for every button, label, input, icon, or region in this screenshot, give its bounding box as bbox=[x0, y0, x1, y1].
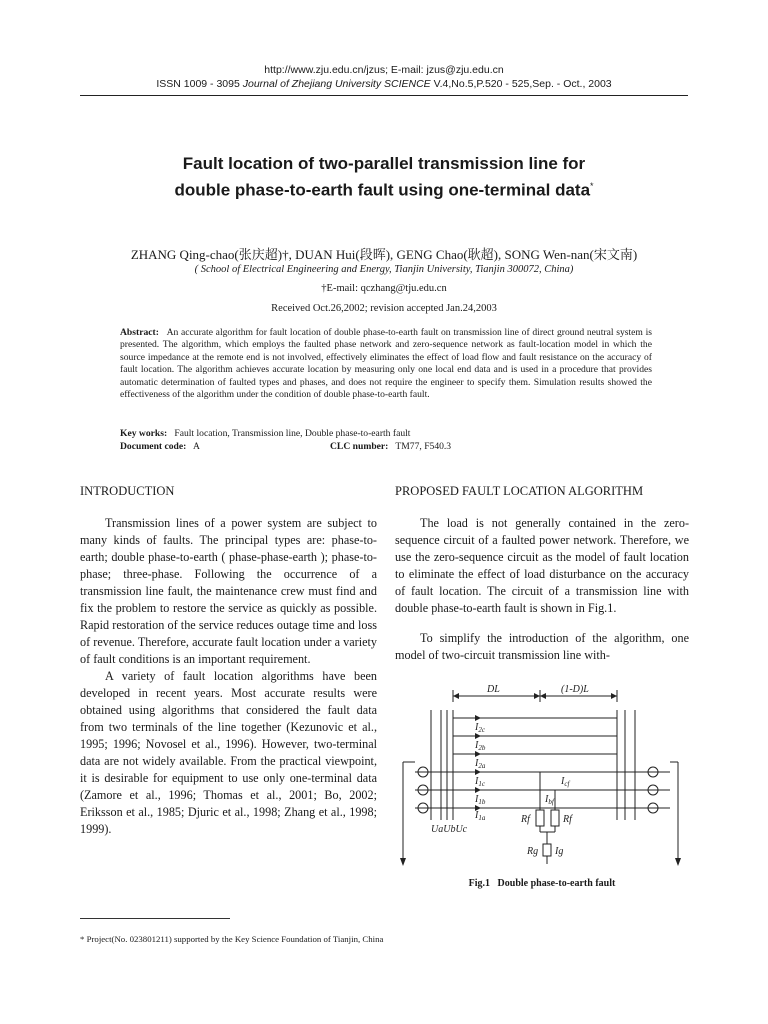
label-i2a: $I_{2a}$ bbox=[475, 758, 486, 770]
paper-title-line-2 bbox=[80, 175, 688, 202]
algorithm-paragraph-2: To simplify the introduction of the algorithm, one model of two-circuit transmission line with- bbox=[395, 631, 689, 662]
label-icf: $I_{cf}$ bbox=[561, 776, 570, 788]
journal-name: Journal of Zhejiang University SCIENCE bbox=[242, 78, 431, 90]
abstract-text: An accurate algorithm for fault location of double phase-to-earth fault on transmission line of direct ground neutral system is presented. The algorithm, which employs the faulted phase network and zero-sequence network as fault-location model in which the source impedance at the remote end is not involved, effectively eliminates the effect of load flow and fault resistance on the accuracy of fault location. The algorithm achieves accurate location by measuring only one local end data and is used in a procedure that provides automatic determination of faulted types and phases, and does not require the engineer to specify them. Simulation results showed the effectiveness of the algorithm under the condition of double phase-to-earth fault. bbox=[120, 327, 652, 401]
fault-resistor-1 bbox=[536, 810, 544, 826]
keywords-text: Fault location, Transmission line, Double phase-to-earth fault bbox=[174, 428, 411, 439]
author-list: ZHANG Qing-chao(张庆超)†, DUAN Hui(段晖), GENG Chao(耿超), SONG Wen-nan(宋文南) bbox=[130, 247, 638, 262]
intro-paragraph-1: Transmission lines of a power system are subject to many kinds of faults. The principal types are: phase-to-earth; double phase-to-earth ( phase-phase-earth ); phase-to-phase; three-phase. Following the occurrence of a transmission line fault, the maintenance crew must find and fix the problem to restore the service as quickly as possible. Rapid restoration of the service reduces outage time and loss of revenue. Therefore, accurate fault location under a variety of fault conditions is an important requirement. bbox=[80, 516, 377, 666]
intro-paragraph-2: A variety of fault location algorithms have been developed in recent years. Most accurate results were obtained using algorithms that considered the fault data from two terminals of the line together (Kezunovic et al., 1995; 1996; Novosel et al., 1996). However, two-terminal data are not widely available. From the practical viewpoint, it is desirable for equipment to use only one-terminal data (Zamore et al., 1996; Thomas et al., 2001; Bo, 2002; Eriksson et al., 1985; Djuric et al., 1998; Zhang et al., 1998; 1999). bbox=[80, 669, 377, 836]
label-dl: DL bbox=[487, 684, 500, 695]
figure-caption bbox=[395, 878, 689, 889]
keywords-label: Key works: bbox=[120, 428, 168, 439]
abstract-label: Abstract: bbox=[120, 327, 159, 338]
frame-arrow-left bbox=[400, 858, 406, 866]
section-heading-algorithm: PROPOSED FAULT LOCATION ALGORITHM bbox=[395, 484, 644, 498]
header-issn-line bbox=[0, 78, 768, 90]
label-ig: Ig bbox=[555, 846, 564, 857]
abstract bbox=[120, 327, 652, 401]
clc-value: TM77, F540.3 bbox=[395, 441, 452, 452]
label-rf-1: Rf bbox=[521, 814, 530, 825]
label-i1c: $I_{1c}$ bbox=[475, 776, 485, 788]
label-i1a: $I_{1a}$ bbox=[475, 810, 486, 822]
figure-number: Fig.1 bbox=[468, 878, 491, 889]
label-rg: Rg bbox=[527, 846, 539, 857]
label-rest: (1-D)L bbox=[561, 684, 589, 695]
algorithm-paragraph-1: The load is not generally contained in the zero-sequence circuit of a faulted power network. Therefore, we use the zero-sequence circuit as the model of fault location to eliminate the effect of load disturbance on the accuracy of fault location. The circuit of a transmission line with double phase-to-earth fault is shown in Fig.1. bbox=[395, 516, 689, 615]
paper-title-line-1: Fault location of two-parallel transmission line for bbox=[182, 154, 586, 173]
dimension-arrow-right bbox=[611, 693, 617, 699]
frame-arrow-right bbox=[675, 858, 681, 866]
label-voltages: UaUbUc bbox=[431, 824, 468, 835]
header-rule bbox=[80, 95, 688, 96]
label-ibf: $I_{bf}$ bbox=[545, 794, 554, 806]
dimension-arrow-mid-left bbox=[534, 693, 540, 699]
issn: ISSN 1009 - 3095 bbox=[156, 78, 240, 90]
document-code-value: A bbox=[193, 441, 200, 452]
section-heading-introduction: INTRODUCTION bbox=[80, 484, 175, 498]
label-i1b: $I_{1b}$ bbox=[475, 794, 486, 806]
footnote-rule bbox=[80, 918, 230, 919]
label-rf-2: Rf bbox=[563, 814, 572, 825]
document-code-row bbox=[120, 441, 652, 452]
label-i2b: $I_{2b}$ bbox=[475, 740, 486, 752]
title-footnote-mark: * bbox=[590, 181, 594, 191]
circuit-diagram bbox=[395, 680, 689, 875]
header-contact-line: http://www.zju.edu.cn/jzus; E-mail: jzus@zju.edu.cn bbox=[264, 64, 504, 76]
keywords bbox=[120, 428, 652, 439]
fault-resistor-2 bbox=[551, 810, 559, 826]
author-email: †E-mail: qczhang@tju.edu.cn bbox=[321, 283, 447, 294]
dimension-arrow-left bbox=[453, 693, 459, 699]
document-code-label: Document code: bbox=[120, 441, 187, 452]
clc-label: CLC number: bbox=[330, 441, 389, 452]
clc-number bbox=[330, 441, 451, 452]
received-dates: Received Oct.26,2002; revision accepted Jan.24,2003 bbox=[271, 303, 497, 314]
figure-caption-text: Double phase-to-earth fault bbox=[497, 878, 616, 889]
left-column bbox=[80, 515, 377, 838]
current-arrow-2c bbox=[475, 715, 481, 721]
ground-resistor bbox=[543, 844, 551, 856]
dimension-arrow-mid-right bbox=[540, 693, 546, 699]
paper-title-line-2-text: double phase-to-earth fault using one-terminal data bbox=[174, 180, 591, 200]
label-i2c: $I_{2c}$ bbox=[475, 722, 485, 734]
affiliation: ( School of Electrical Engineering and Energy, Tianjin University, Tianjin 300072, China) bbox=[194, 264, 574, 275]
footnote: * Project(No. 023801211) supported by the Key Science Foundation of Tianjin, China bbox=[80, 934, 384, 944]
volume-info: V.4,No.5,P.520 - 525,Sep. - Oct., 2003 bbox=[433, 78, 612, 90]
